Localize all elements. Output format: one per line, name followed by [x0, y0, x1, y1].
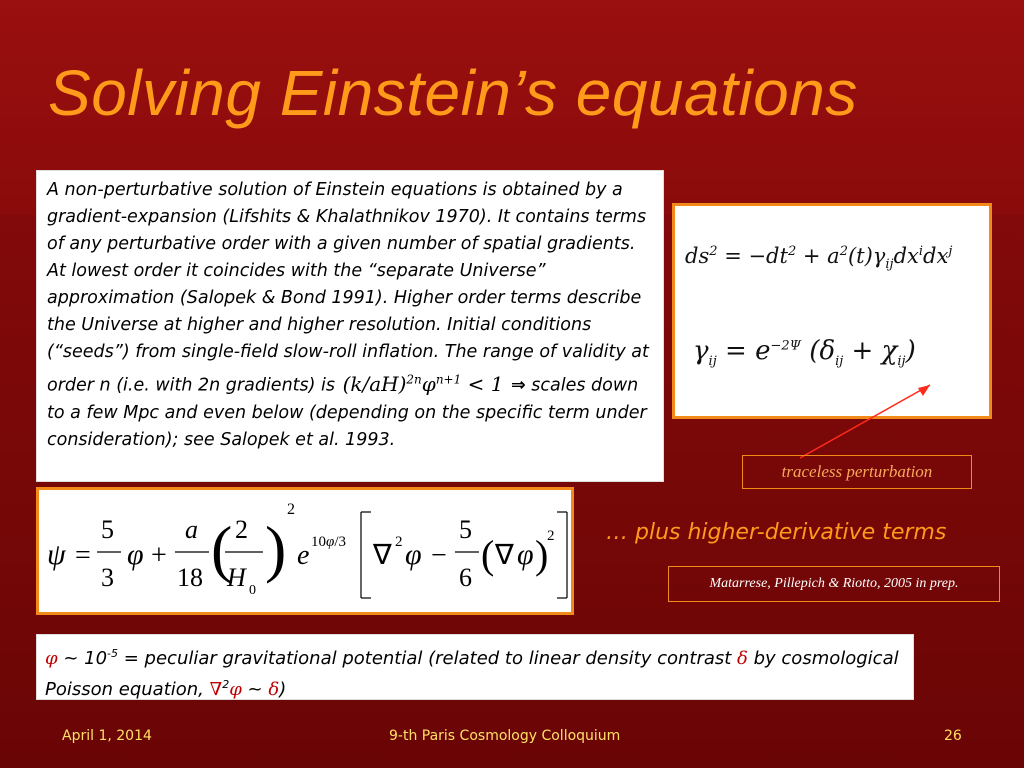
- intro-text: A non-perturbative solution of Einstein equations is obtained by a gradient-expansion (Lifshits & Khalathnikov 1970). It contains terms of any perturbative order with a given number of spatial gradients. At lowest order it coincides with the “separate Universe” approximation (Salopek & Bond 1991). Higher order terms describe the Universe at higher and higher resolution. Initial conditions (“seeds”) from single-field slow-roll inflation. The range of validity at order n (i.e. with 2n gradients) is: [47, 180, 649, 396]
- svg-text:ψ: ψ: [47, 538, 66, 571]
- metric-equations-box: [672, 203, 992, 419]
- svg-text:): ): [535, 532, 549, 577]
- outro-text: scales down to a few Mpc and even below (depending on the specific term under consideration); see Salopek et al. 1993.: [47, 375, 647, 450]
- svg-text:φ: φ: [405, 538, 422, 571]
- slide-title: Solving Einstein’s equations: [48, 57, 858, 129]
- phi-note-box: φ ~ $10^{-5}$ = peculiar gravitational potential (related to linear density contrast δ by cosmological Poisson equation, ∇$^2$φ ~ δ): [36, 634, 914, 700]
- svg-text:5: 5: [101, 515, 114, 544]
- svg-text:H: H: [227, 563, 246, 592]
- svg-text:+: +: [151, 540, 167, 571]
- psi-equation-box: [36, 487, 574, 615]
- svg-text:(: (: [211, 513, 233, 584]
- svg-text:(: (: [481, 532, 495, 577]
- svg-text:2: 2: [547, 528, 555, 544]
- svg-text:10φ/3: 10φ/3: [311, 534, 346, 550]
- line-element-equation: $ds^2 = -dt^2 + a^2(t)\gamma_{ij}dx^idx^j$: [685, 244, 953, 273]
- reference-box: Matarrese, Pillepich & Riotto, 2005 in prep.: [668, 566, 1000, 602]
- svg-text:φ: φ: [517, 538, 534, 571]
- main-text-box: [36, 170, 664, 482]
- svg-text:∇: ∇: [495, 540, 514, 571]
- svg-text:∇: ∇: [373, 540, 392, 571]
- svg-text:−: −: [431, 540, 447, 571]
- footer-date: April 1, 2014: [62, 728, 152, 744]
- psi-equation: [39, 490, 571, 612]
- svg-text:2: 2: [395, 534, 403, 550]
- implies-symbol: ⇒: [511, 375, 526, 396]
- svg-text:6: 6: [459, 563, 472, 592]
- svg-text:φ: φ: [127, 538, 144, 571]
- svg-text:): ): [265, 513, 287, 584]
- svg-text:0: 0: [249, 583, 256, 598]
- traceless-label: traceless perturbation: [742, 455, 972, 489]
- svg-text:e: e: [297, 540, 310, 571]
- gamma-equation: $\gamma_{ij} = e^{-2\Psi}$ $(\delta_{ij} + \chi_{ij})$: [693, 336, 916, 370]
- svg-text:18: 18: [177, 563, 203, 592]
- svg-text:3: 3: [101, 563, 114, 592]
- svg-text:=: =: [75, 540, 91, 571]
- plus-terms-text: … plus higher-derivative terms: [606, 520, 947, 545]
- footer-page-number: 26: [944, 728, 962, 744]
- svg-text:2: 2: [235, 515, 248, 544]
- svg-text:5: 5: [459, 515, 472, 544]
- footer-event: 9-th Paris Cosmology Colloquium: [389, 728, 621, 744]
- svg-text:2: 2: [287, 501, 295, 518]
- validity-condition: $(k/aH)^{2n}\varphi^{n+1} < 1$: [342, 371, 504, 396]
- svg-text:a: a: [185, 515, 198, 544]
